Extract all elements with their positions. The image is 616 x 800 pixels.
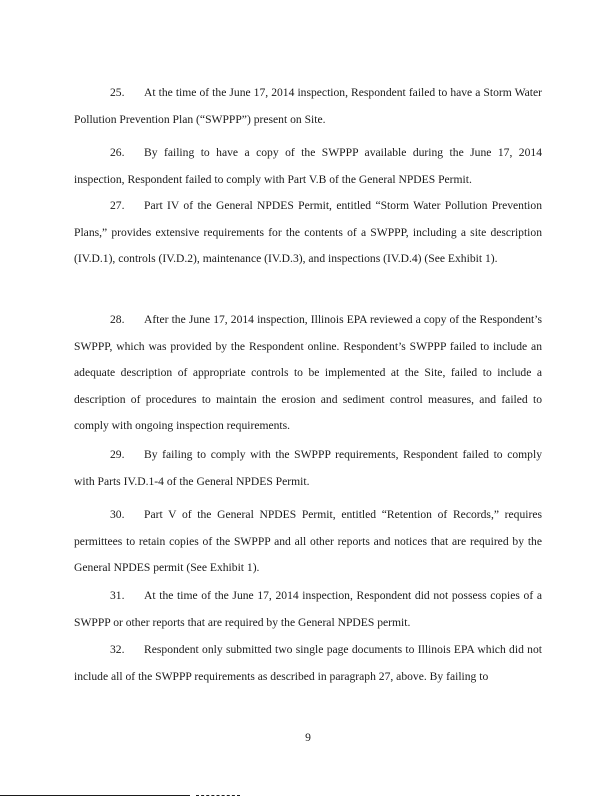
- paragraph-number: 31.: [110, 589, 125, 602]
- paragraph-number: 28.: [110, 313, 125, 326]
- paragraph-30: [74, 502, 542, 582]
- paragraph-number: 25.: [110, 86, 125, 99]
- paragraph-28: [74, 307, 542, 440]
- paragraph-text: Part IV of the General NPDES Permit, entitled “Storm Water Pollution Prevention Plans,” provides extensive requirements for the contents of a SWPPP, including a site description (IV.D.1), controls (IV.D.2), maintenance (IV.D.3), and inspections (IV.D.4) (See Exhibit 1).: [74, 199, 542, 265]
- footer-rule: [0, 795, 190, 796]
- paragraph-text: At the time of the June 17, 2014 inspection, Respondent failed to have a Storm Water Pollution Prevention Plan (“SWPPP”) present on Site.: [74, 86, 542, 126]
- paragraph-text: Part V of the General NPDES Permit, entitled “Retention of Records,” requires permittees to retain copies of the SWPPP and all other reports and notices that are required by the General NPDES permit (See Exhibit 1).: [74, 508, 542, 574]
- paragraph-text: Respondent only submitted two single page documents to Illinois EPA which did not include all of the SWPPP requirements as described in paragraph 27, above. By failing to: [74, 643, 542, 683]
- paragraph-text: By failing to have a copy of the SWPPP available during the June 17, 2014 inspection, Respondent failed to comply with Part V.B of the General NPDES Permit.: [74, 146, 542, 186]
- paragraph-number: 26.: [110, 146, 125, 159]
- paragraph-text: By failing to comply with the SWPPP requirements, Respondent failed to comply with Parts IV.D.1-4 of the General NPDES Permit.: [74, 448, 542, 488]
- paragraph-27: [74, 193, 542, 273]
- paragraph-32: [74, 637, 542, 690]
- paragraph-25: [74, 80, 542, 133]
- page-number: 9: [305, 731, 311, 744]
- paragraph-text: After the June 17, 2014 inspection, Illinois EPA reviewed a copy of the Respondent’s SWPPP, which was provided by the Respondent online. Respondent’s SWPPP failed to include an adequate description of appropriate controls to be implemented at the Site, failed to include a description of procedures to maintain the erosion and sediment control measures, and failed to comply with ongoing inspection requirements.: [74, 313, 542, 432]
- paragraph-number: 32.: [110, 643, 125, 656]
- paragraph-29: [74, 442, 542, 495]
- paragraph-number: 30.: [110, 508, 125, 521]
- paragraph-26: [74, 140, 542, 193]
- paragraph-31: [74, 583, 542, 636]
- footer-dashed-rule: [196, 795, 240, 796]
- paragraph-number: 29.: [110, 448, 125, 461]
- paragraph-number: 27.: [110, 199, 125, 212]
- paragraph-text: At the time of the June 17, 2014 inspection, Respondent did not possess copies of a SWPPP or other reports that are required by the General NPDES permit.: [74, 589, 542, 629]
